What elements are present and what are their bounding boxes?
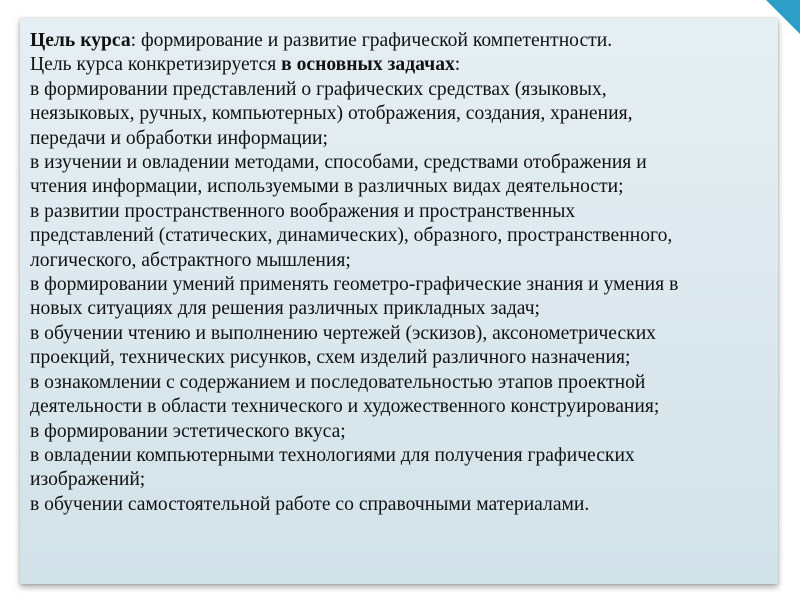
task-line: передачи и обработки информации;: [30, 127, 328, 149]
task-line: в обучении самостоятельной работе со справочными материалами.: [30, 493, 590, 515]
tasks-intro-text: Цель курса конкретизируется: [30, 54, 282, 76]
task-line: в ознакомлении с содержанием и последовательностью этапов проектной: [30, 371, 646, 393]
tasks-intro-bold: в основных задачах: [281, 54, 455, 76]
tasks-intro-colon: :: [454, 54, 461, 76]
task-line: изображений;: [30, 469, 146, 491]
course-goal-text: : формирование и развитие графической компетентности.: [130, 30, 613, 51]
course-goal-line: [30, 29, 768, 53]
task-line: в формировании умений применять геометро-графические знания и умения в: [30, 274, 679, 296]
course-goal-label: Цель курса: [30, 30, 131, 51]
task-line: деятельности в области технического и художественного конструирования;: [30, 396, 660, 418]
task-line: в овладении компьютерными технологиями для получения графических: [30, 444, 635, 466]
content-box: [20, 18, 778, 584]
task-line: логического, абстрактного мышления;: [30, 249, 351, 271]
task-line: новых ситуациях для решения различных прикладных задач;: [30, 298, 541, 320]
task-line: в развитии пространственного воображения и пространственных: [30, 200, 576, 222]
task-line: в формировании эстетического вкуса;: [30, 420, 346, 442]
task-line: чтения информации, используемыми в различных видах деятельности;: [30, 176, 624, 198]
task-line: в обучении чтению и выполнению чертежей (эскизов), аксонометрических: [30, 322, 656, 344]
task-line: проекций, технических рисунков, схем изделий различного назначения;: [30, 347, 631, 369]
task-line: в формировании представлений о графических средствах (языковых,: [30, 78, 607, 100]
task-line: в изучении и овладении методами, способами, средствами отображения и: [30, 152, 647, 174]
task-line: неязыковых, ручных, компьютерных) отображения, создания, хранения,: [30, 103, 633, 125]
task-line: представлений (статических, динамических), образного, пространственного,: [30, 225, 673, 247]
tasks-intro-line: [30, 53, 768, 77]
